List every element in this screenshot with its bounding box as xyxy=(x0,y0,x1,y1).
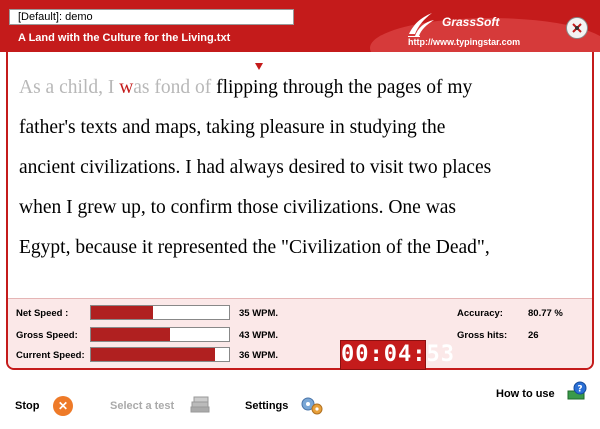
accuracy-label: Accuracy: xyxy=(457,308,503,319)
svg-text:?: ? xyxy=(577,384,583,395)
current-speed-bar-fill xyxy=(91,348,215,361)
current-character: w xyxy=(119,77,134,98)
close-icon xyxy=(570,21,584,35)
gross-speed-bar-fill xyxy=(91,328,170,341)
text-line: father's texts and maps, taking pleasure in studying the xyxy=(19,117,446,138)
close-button[interactable] xyxy=(566,17,588,39)
net-speed-bar xyxy=(90,305,230,320)
gross-speed-bar xyxy=(90,327,230,342)
elapsed-timer: 00:04:53 xyxy=(340,340,426,370)
net-speed-value: 35 WPM. xyxy=(239,308,279,319)
file-title: A Land with the Culture for the Living.txt xyxy=(18,32,231,44)
title-bar xyxy=(0,0,600,52)
current-speed-value: 36 WPM. xyxy=(239,350,279,361)
text-line xyxy=(19,68,589,108)
help-icon[interactable] xyxy=(566,381,588,403)
net-speed-bar-fill xyxy=(91,306,153,319)
website-url: http://www.typingstar.com xyxy=(408,37,521,47)
grasssoft-logo-icon xyxy=(406,10,436,38)
net-speed-label: Net Speed : xyxy=(16,308,69,319)
current-speed-label: Current Speed: xyxy=(16,350,85,361)
gross-hits-value: 26 xyxy=(528,330,539,341)
typed-text: As a child, I xyxy=(19,77,120,98)
gross-speed-value: 43 WPM. xyxy=(239,330,279,341)
settings-button[interactable]: Settings xyxy=(245,400,289,412)
books-icon[interactable] xyxy=(190,394,212,414)
select-test-button[interactable]: Select a test xyxy=(110,400,175,412)
text-line: when I grew up, to confirm those civilizations. One was xyxy=(19,197,457,218)
text-line: ancient civilizations. I had always desired to visit two places xyxy=(19,157,492,178)
typed-text: as fond of xyxy=(133,77,217,98)
stop-button[interactable]: Stop xyxy=(15,400,40,412)
gross-hits-label: Gross hits: xyxy=(457,330,508,341)
user-profile-box[interactable]: [Default]: demo xyxy=(9,9,294,25)
typing-text[interactable] xyxy=(19,68,589,268)
brand-name: GrassSoft xyxy=(442,15,500,29)
gross-speed-label: Gross Speed: xyxy=(16,330,78,341)
current-speed-bar xyxy=(90,347,230,362)
accuracy-value: 80.77 % xyxy=(528,308,563,319)
gears-icon[interactable] xyxy=(300,396,324,416)
text-line: Egypt, because it represented the "Civilization of the Dead", xyxy=(19,237,490,258)
how-to-use-button[interactable]: How to use xyxy=(496,388,555,400)
stop-icon[interactable]: ✕ xyxy=(53,396,73,416)
remaining-text: flipping through the pages of my xyxy=(216,77,473,98)
